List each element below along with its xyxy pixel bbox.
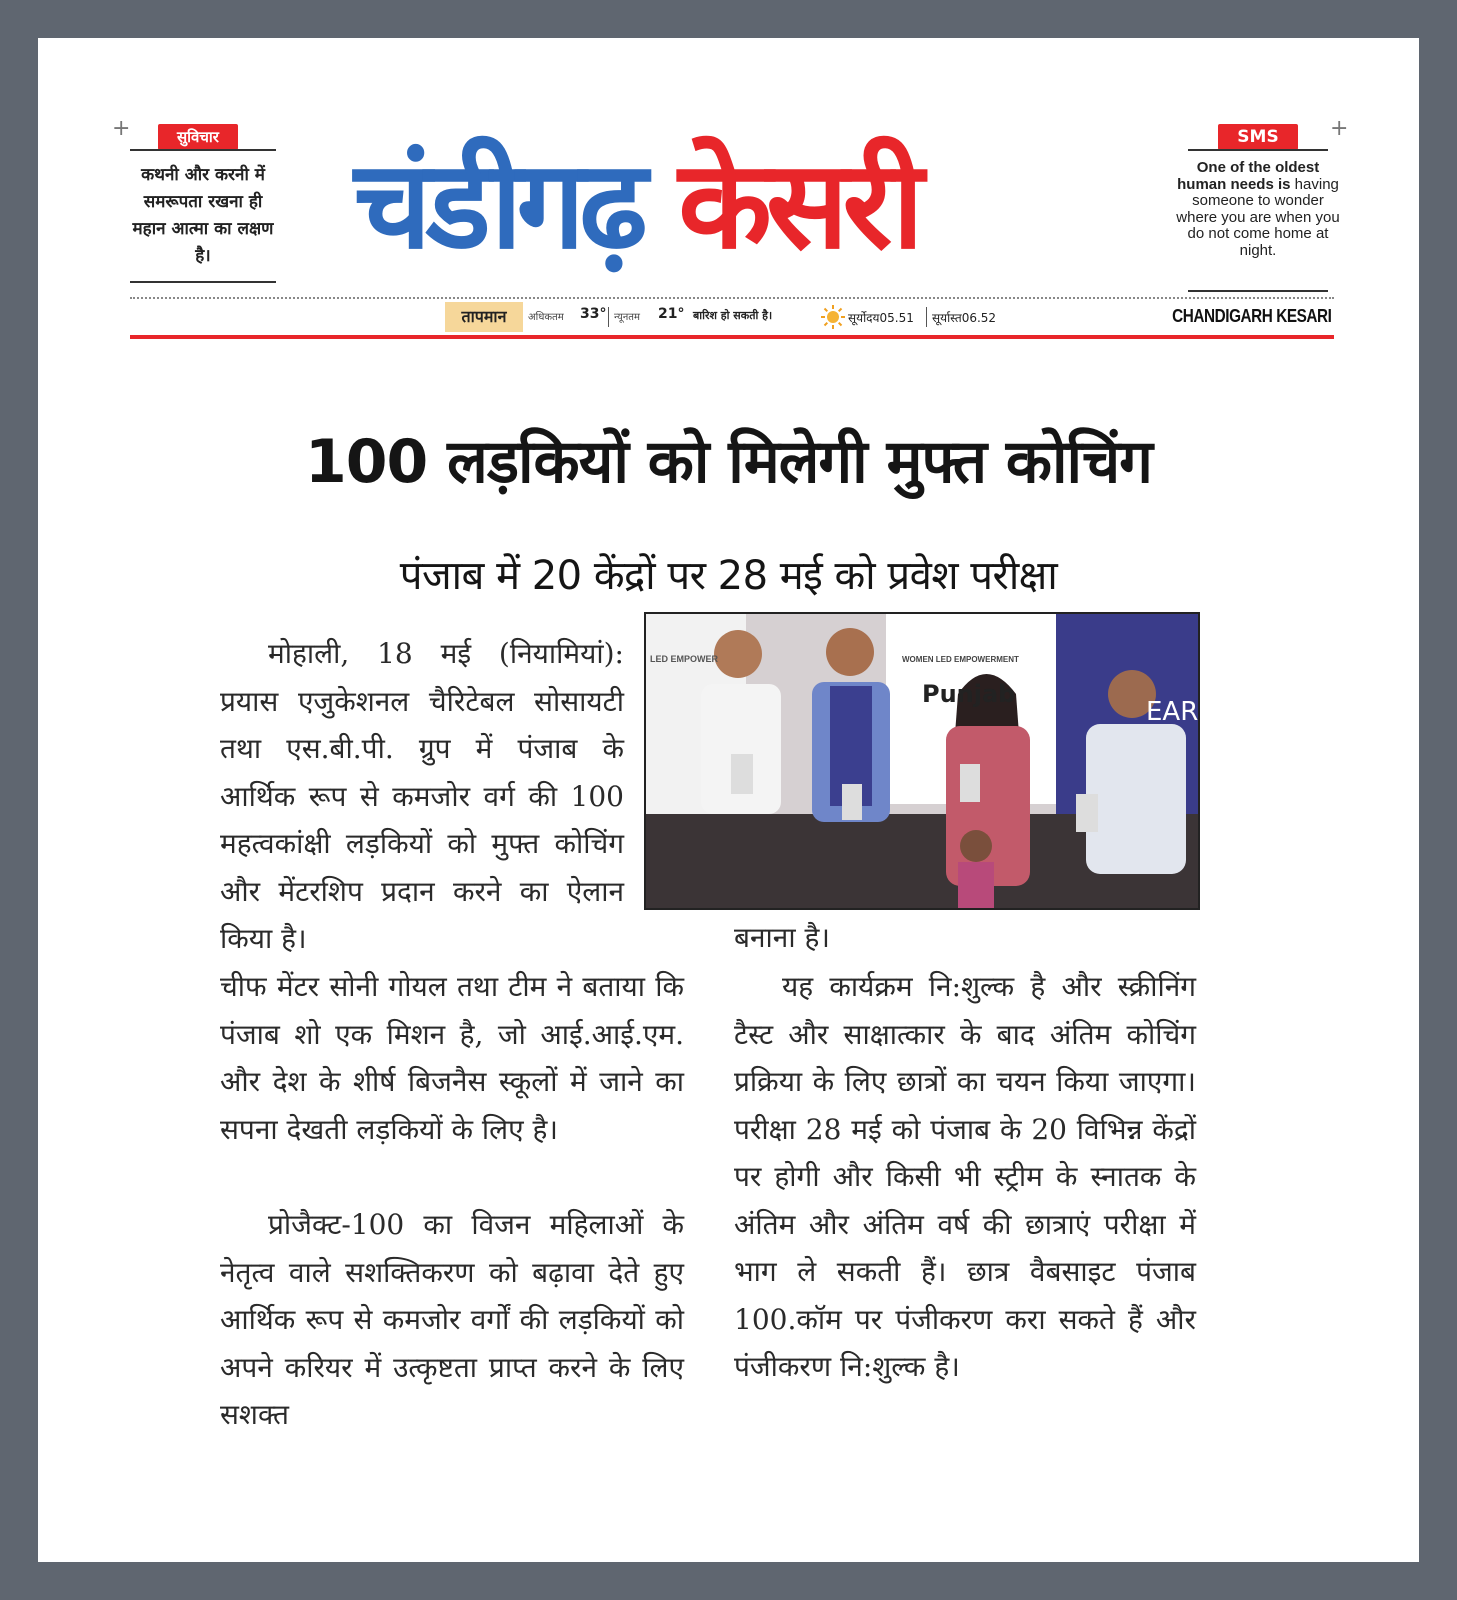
sunrise-value: 05.51 bbox=[879, 311, 914, 325]
photo-banner-mid: WOMEN LED EMPOWERMENT bbox=[902, 655, 1019, 664]
photo-scene bbox=[646, 614, 1198, 908]
article-paragraph-4: यह कार्यक्रम नि:शुल्क है और स्क्रीनिंग टैस्ट और साक्षात्कार के बाद अंतिम कोचिंग प्रक्रिया के लिए छात्रों का चयन किया जाएगा। परीक्षा 28 मई को पंजाब के 20 विभिन्न केंद्रों पर होगी और किसी भी स्ट्रीम के स्नातक के अंतिम और अंतिम वर्ष की छात्राएं परीक्षा में भाग ले सकती हैं। छात्र वैबसाइट पंजाब 100.कॉम पर पंजीकरण करा सकते हैं और पंजीकरण नि:शुल्क है। bbox=[734, 970, 1196, 1383]
newspaper-page bbox=[38, 38, 1419, 1562]
max-temp-value: 33° bbox=[580, 306, 607, 322]
sunset bbox=[932, 309, 996, 326]
sun-icon bbox=[820, 304, 846, 330]
divider bbox=[130, 281, 276, 283]
masthead-part1: चंडीगढ़ bbox=[354, 134, 642, 276]
max-temp-label: अधिकतम bbox=[528, 312, 564, 323]
thought-text: कथनी और करनी में समरूपता रखना ही महान आत्मा का लक्षण है। bbox=[132, 165, 274, 266]
sunrise bbox=[848, 309, 914, 326]
min-temp-value: 21° bbox=[658, 306, 685, 322]
sunset-value: 06.52 bbox=[961, 311, 997, 325]
photo-banner-right: EAR bbox=[1146, 697, 1198, 727]
divider bbox=[1188, 290, 1328, 292]
photo-banner-left: LED EMPOWER bbox=[650, 654, 719, 664]
crop-mark-left: + bbox=[112, 116, 131, 141]
brand-english: CHANDIGARH KESARI bbox=[1172, 306, 1332, 326]
sms-tag: SMS bbox=[1218, 124, 1298, 150]
dotted-divider bbox=[130, 297, 1334, 299]
crop-mark-right: + bbox=[1330, 116, 1349, 141]
min-temp-label: न्यूनतम bbox=[614, 312, 640, 323]
weather-strip bbox=[130, 301, 1334, 335]
red-rule bbox=[130, 335, 1334, 339]
headline: 100 लड़कियों को मिलेगी मुफ्त कोचिंग bbox=[305, 427, 1152, 497]
sms-text-bold: One of the oldest human needs is bbox=[1177, 159, 1320, 193]
divider bbox=[130, 149, 276, 151]
sunrise-label: सूर्योदय bbox=[848, 311, 880, 325]
photo-banner-punjab: Punjab bbox=[922, 680, 1016, 708]
masthead-logo bbox=[354, 110, 1084, 300]
divider bbox=[1188, 149, 1328, 151]
forecast-text: बारिश हो सकती है। bbox=[693, 309, 773, 322]
thought-tag: सुविचार bbox=[158, 124, 238, 150]
article-intro: मोहाली, 18 मई (नियामियां): प्रयास एजुकेशनल चैरिटेबल सोसायटी तथा एस.बी.पी. ग्रुप में पंजाब के आर्थिक रूप से कमजोर वर्ग की 100 महत्वकांक्षी लड़कियों को मुफ्त कोचिंग और मेंटरशिप प्रदान करने का ऐलान किया है। bbox=[220, 637, 624, 955]
sms-text-regular: having someone to wonder where you are when you do not come home at night. bbox=[1176, 175, 1340, 259]
separator bbox=[926, 307, 927, 327]
sunset-label: सूर्यास्त bbox=[932, 311, 962, 325]
article-photo bbox=[644, 612, 1200, 910]
subheadline: पंजाब में 20 केंद्रों पर 28 मई को प्रवेश परीक्षा bbox=[399, 553, 1058, 599]
masthead-part2: केसरी bbox=[678, 134, 918, 276]
article-paragraph-3: प्रोजैक्ट-100 का विजन महिलाओं के नेतृत्व वाले सशक्तिकरण को बढ़ावा देते हुए आर्थिक रूप से कमजोर वर्गों की लड़कियों को अपने करियर में उत्कृष्टता प्राप्त करने के लिए सशक्त bbox=[220, 1208, 684, 1431]
separator bbox=[608, 307, 609, 327]
temperature-label: तापमान bbox=[445, 302, 523, 332]
sms-text bbox=[1176, 160, 1340, 259]
article-paragraph-2: चीफ मेंटर सोनी गोयल तथा टीम ने बताया कि पंजाब शो एक मिशन है, जो आई.आई.एम. और देश के शीर्ष बिजनैस स्कूलों में जाने का सपना देखती लड़कियों के लिए है। bbox=[220, 970, 684, 1146]
article-continuation: बनाना है। bbox=[734, 921, 830, 954]
